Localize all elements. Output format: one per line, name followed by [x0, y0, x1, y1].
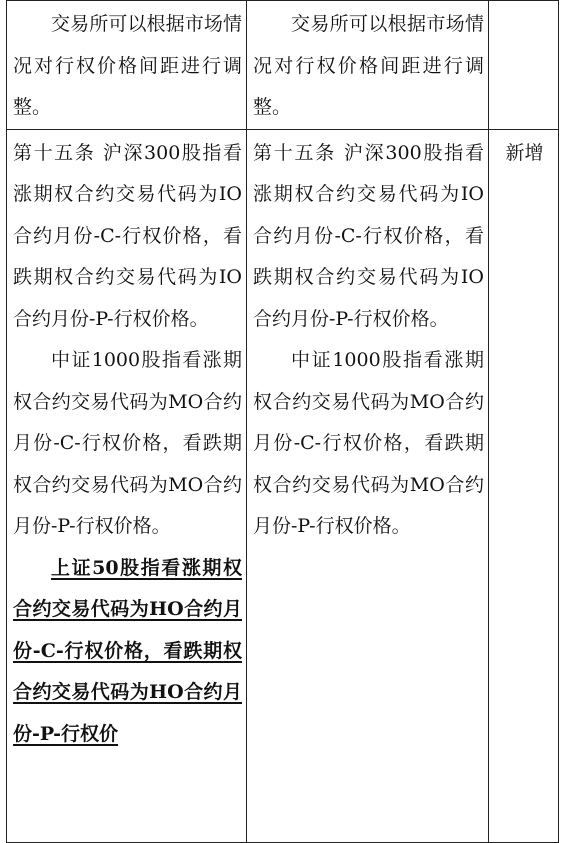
revised-text-cell [247, 129, 489, 842]
note-cell [489, 1, 559, 130]
csi1000-paragraph: 中证1000股指看涨期权合约交易代码为MO合约月份-C-行权价格，看跌期权合约交易代码为MO合约月份-P-行权价格。 [13, 349, 242, 537]
original-text-cell [7, 129, 247, 842]
note-cell [489, 129, 559, 842]
revised-text-cell [247, 1, 489, 130]
revised-paragraph: 交易所可以根据市场情况对行权价格间距进行调整。 [253, 13, 484, 118]
table-row [7, 129, 559, 842]
sse50-added-paragraph: 上证50股指看涨期权合约交易代码为HO合约月份-C-行权价格，看跌期权合约交易代码为HO合约月份-P-行权价 [13, 556, 242, 745]
comparison-table [6, 0, 559, 843]
original-paragraph: 交易所可以根据市场情况对行权价格间距进行调整。 [13, 13, 242, 118]
csi1000-paragraph: 中证1000股指看涨期权合约交易代码为MO合约月份-C-行权价格，看跌期权合约交易代码为MO合约月份-P-行权价格。 [253, 349, 484, 537]
note-text-added: 新增 [505, 141, 544, 164]
article-15-paragraph: 第十五条 沪深300股指看涨期权合约交易代码为IO合约月份-C-行权价格，看跌期权合约交易代码为IO合约月份-P-行权价格。 [253, 141, 484, 330]
table-row [7, 1, 559, 130]
article-15-paragraph: 第十五条 沪深300股指看涨期权合约交易代码为IO合约月份-C-行权价格，看跌期权合约交易代码为IO合约月份-P-行权价格。 [13, 141, 242, 330]
original-text-cell [7, 1, 247, 130]
